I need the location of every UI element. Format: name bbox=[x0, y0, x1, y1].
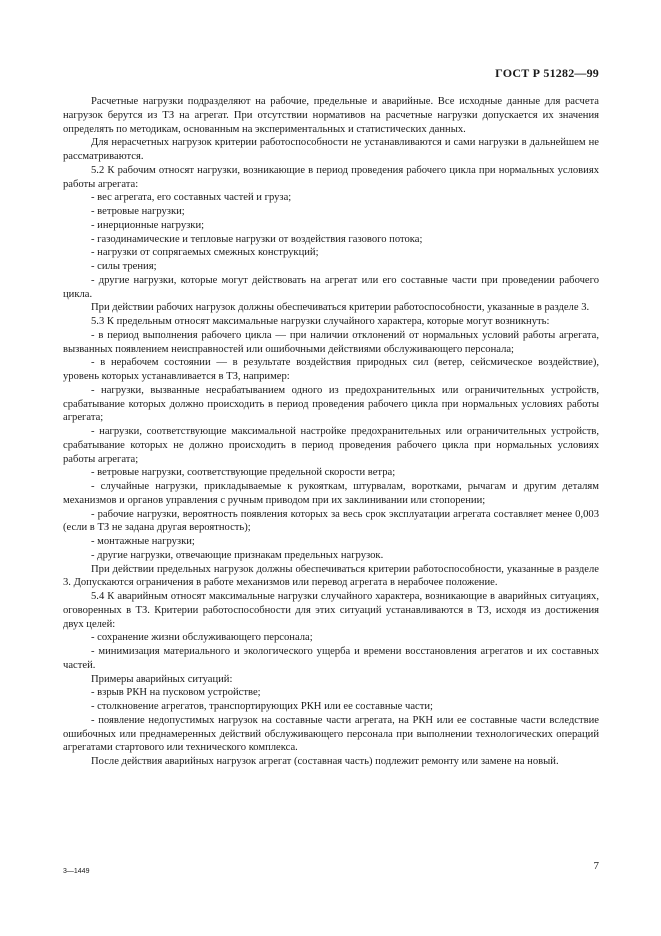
list-item: - минимизация материального и экологического ущерба и времени восстановления агрегатов и их составных частей. bbox=[63, 646, 599, 671]
paragraph: После действия аварийных нагрузок агрегат (составная часть) подлежит ремонту или замене на новый. bbox=[91, 756, 559, 767]
list-item: - рабочие нагрузки, вероятность появления которых за весь срок эксплуатации агрегата составляет менее 0,003 (если в ТЗ не задана другая вероятность); bbox=[63, 508, 599, 534]
document-body bbox=[63, 95, 599, 769]
list-item: - столкновение агрегатов, транспортирующих РКН или ее составные части; bbox=[91, 701, 433, 712]
paragraph: При действии рабочих нагрузок должны обеспечиваться критерии работоспособности, указанные в разделе 3. bbox=[91, 302, 590, 314]
list-item: - другие нагрузки, отвечающие признакам предельных нагрузок. bbox=[91, 549, 384, 561]
paragraph: 5.4 К аварийным относят максимальные нагрузки случайного характера, возникающие в аварийных ситуациях, оговоренных в ТЗ. Критерии работоспособности для этих ситуаций устанавливаются в ТЗ, исходя из достижения двух целей: bbox=[63, 591, 599, 630]
paragraph: Примеры аварийных ситуаций: bbox=[91, 673, 233, 685]
list-item: - случайные нагрузки, прикладываемые к рукояткам, штурвалам, воротками, рычагам и другим деталям механизмов и органов управления с ручным приводом при их заклинивании или стопорении; bbox=[63, 481, 599, 506]
list-item: - силы трения; bbox=[91, 261, 157, 272]
list-item: - монтажные нагрузки; bbox=[91, 536, 195, 547]
list-item: - нагрузки, соответствующие максимальной настройке предохранительных или ограничительных устройств, срабатывание которых не должно происходить в период проведения рабочего цикла при нормальных условиях работы агрегата; bbox=[63, 426, 599, 465]
list-item: - нагрузки, вызванные несрабатыванием одного из предохранительных или ограничительных устройств, срабатывание которых должно происходить в период проведения рабочего цикла при нормальных условиях работы агрегата; bbox=[63, 384, 599, 424]
list-item: - газодинамические и тепловые нагрузки от воздействия газового потока; bbox=[91, 233, 423, 245]
footer-print-code: 3—1449 bbox=[63, 868, 90, 875]
list-item: - взрыв РКН на пусковом устройстве; bbox=[91, 687, 261, 699]
paragraph: Для нерасчетных нагрузок критерии работоспособности не устанавливаются и сами нагрузки в дальнейшем не рассматриваются. bbox=[63, 137, 599, 162]
paragraph: 5.2 К рабочим относят нагрузки, возникающие в период проведения рабочего цикла при нормальных условиях работы агрегата: bbox=[63, 164, 599, 190]
list-item: - другие нагрузки, которые могут действовать на агрегат или его составные части при проведении рабочего цикла. bbox=[63, 274, 599, 300]
paragraph: При действии предельных нагрузок должны обеспечиваться критерии работоспособности, указанные в разделе 3. Допускаются ограничения в работе механизмов или перевод агрегата в нерабочее положение. bbox=[63, 563, 599, 589]
page-number: 7 bbox=[593, 860, 599, 872]
document-header: ГОСТ Р 51282—99 bbox=[495, 66, 599, 80]
paragraph: Расчетные нагрузки подразделяют на рабочие, предельные и аварийные. Все исходные данные для расчета нагрузок берутся из ТЗ на агрегат. При отсутствии нормативов на расчетные нагрузки допускается их значения определять по методикам, основанным на экспериментальных и статистических данных. bbox=[63, 96, 599, 135]
list-item: - в нерабочем состоянии — в результате воздействия природных сил (ветер, сейсмическое воздействие), уровень которых устанавливается в ТЗ, например: bbox=[63, 357, 599, 382]
list-item: - ветровые нагрузки, соответствующие предельной скорости ветра; bbox=[91, 467, 396, 479]
list-item: - в период выполнения рабочего цикла — при наличии отклонений от нормальных условий работы агрегата, вызванных появлением неисправностей или ошибочными действиями обслуживающего персонала; bbox=[63, 329, 599, 355]
list-item: - сохранение жизни обслуживающего персонала; bbox=[91, 632, 313, 644]
paragraph: 5.3 К предельным относят максимальные нагрузки случайного характера, которые могут возникнуть: bbox=[91, 316, 550, 327]
list-item: - вес агрегата, его составных частей и груза; bbox=[91, 192, 292, 204]
list-item: - инерционные нагрузки; bbox=[91, 219, 205, 231]
list-item: - появление недопустимых нагрузок на составные части агрегата, на РКН или ее составные части вследствие ошибочных или преднамеренных действий обслуживающего персонала при выполнении технологических операций агрегатами стартового или технического комплекса. bbox=[63, 714, 599, 754]
list-item: - нагрузки от сопрягаемых смежных конструкций; bbox=[91, 247, 319, 259]
list-item: - ветровые нагрузки; bbox=[91, 206, 185, 217]
